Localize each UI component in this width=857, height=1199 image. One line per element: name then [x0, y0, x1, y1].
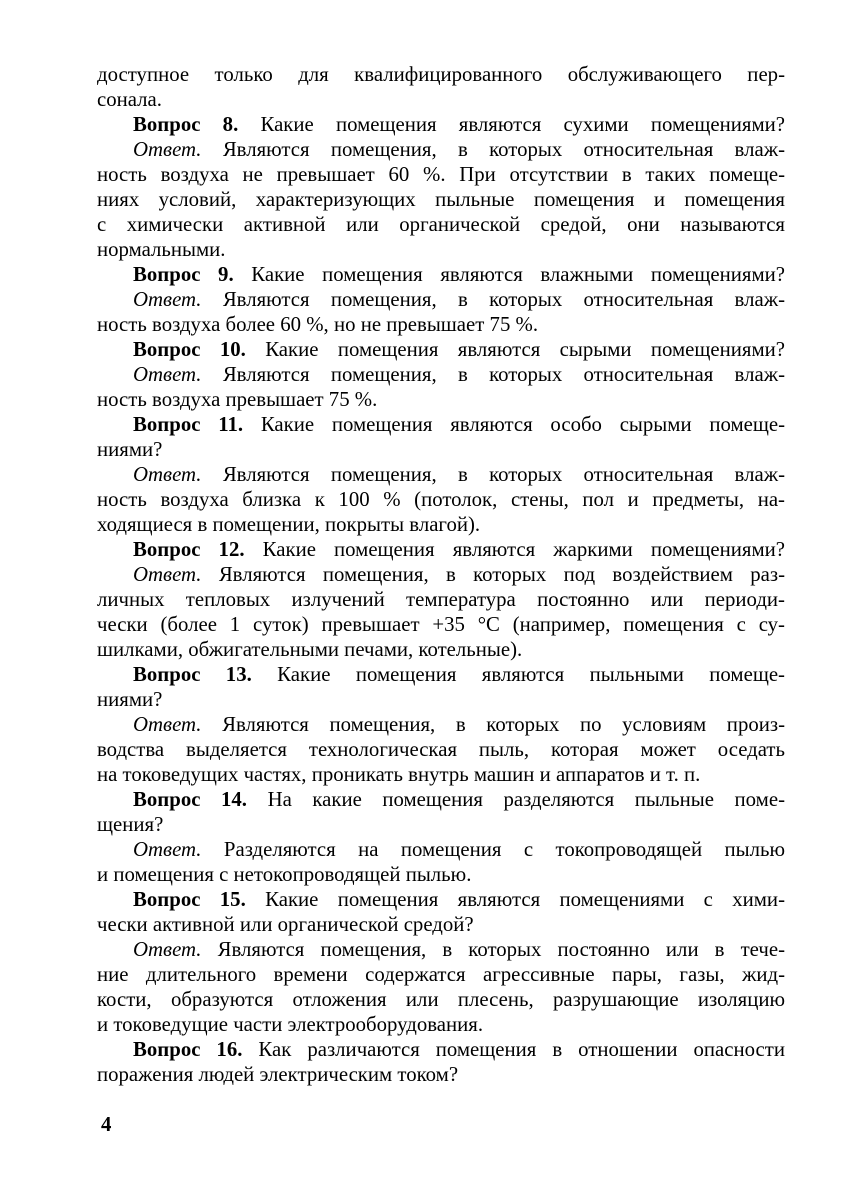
text-line: ниях условий, характеризующих пыльные помещения и помещения	[97, 188, 785, 211]
question-text: Какие помещения являются особо сырыми помеще-	[260, 413, 786, 436]
paragraph-answer	[97, 137, 785, 262]
text-line: доступное только для квалифицированного обслуживающего пер-	[97, 63, 785, 86]
text-line: шилками, обжигательными печами, котельные).	[97, 638, 523, 661]
paragraph-answer	[97, 837, 785, 887]
paragraph-question	[97, 412, 785, 462]
text-line: ность воздуха более 60 %, но не превышает 75 %.	[97, 313, 539, 336]
answer-line	[97, 937, 785, 962]
question-text: Какие помещения являются пыльными помеще-	[277, 663, 785, 686]
answer-label: Ответ.	[133, 838, 202, 861]
question-label: Вопрос 16.	[133, 1038, 243, 1061]
paragraph	[97, 62, 785, 112]
text-line: щения?	[97, 813, 164, 836]
text-line: чески активной или органической средой?	[97, 913, 474, 936]
paragraph-question	[97, 337, 785, 362]
question-label: Вопрос 13.	[133, 663, 252, 686]
text-line: ниями?	[97, 688, 163, 711]
question-line	[97, 662, 785, 687]
answer-label: Ответ.	[133, 363, 202, 386]
text-line: и токоведущие части электрооборудования.	[97, 1013, 484, 1036]
text-line: ность воздуха превышает 75 %.	[97, 388, 378, 411]
question-line	[97, 262, 785, 287]
question-label: Вопрос 9.	[133, 263, 234, 286]
page-number: 4	[101, 1113, 112, 1136]
text-line: поражения людей электрическим током?	[97, 1063, 459, 1086]
paragraph-question	[97, 662, 785, 712]
question-label: Вопрос 10.	[133, 338, 246, 361]
paragraph-answer	[97, 562, 785, 662]
question-text: Какие помещения являются сырыми помещениями?	[265, 338, 785, 361]
question-text: Какие помещения являются помещениями с хими-	[265, 888, 785, 911]
answer-label: Ответ.	[133, 288, 202, 311]
question-text: Как различаются помещения в отношении опасности	[258, 1038, 785, 1061]
question-line	[97, 337, 785, 362]
paragraph-answer	[97, 937, 785, 1037]
question-line	[97, 412, 785, 437]
question-line	[97, 537, 785, 562]
text-line: на токоведущих частях, проникать внутрь машин и аппаратов и т. п.	[97, 763, 701, 786]
text-line: с химически активной или органической средой, они называются	[97, 213, 785, 236]
question-line	[97, 1037, 785, 1062]
answer-text: Являются помещения, в которых относительная влаж-	[222, 363, 786, 386]
answer-line	[97, 837, 785, 862]
answer-line	[97, 462, 785, 487]
answer-text: Являются помещения, в которых постоянно или в тече-	[217, 938, 785, 961]
question-line	[97, 112, 785, 137]
answer-text: Являются помещения, в которых относительная влаж-	[222, 288, 786, 311]
text-line: нормальными.	[97, 238, 226, 261]
text-line: ность воздуха близка к 100 % (потолок, стены, пол и предметы, на-	[97, 488, 785, 511]
answer-text: Являются помещения, в которых по условиям произ-	[222, 713, 786, 736]
question-label: Вопрос 15.	[133, 888, 246, 911]
text-line: ность воздуха не превышает 60 %. При отсутствии в таких помеще-	[97, 163, 785, 186]
paragraph-question	[97, 262, 785, 287]
paragraph-answer	[97, 362, 785, 412]
question-text: Какие помещения являются сухими помещениями?	[260, 113, 785, 136]
paragraph-question	[97, 537, 785, 562]
text-line: ходящиеся в помещении, покрыты влагой).	[97, 513, 481, 536]
question-line	[97, 787, 785, 812]
question-text: Какие помещения являются жаркими помещениями?	[262, 538, 785, 561]
paragraph-question	[97, 112, 785, 137]
text-line: ниями?	[97, 438, 163, 461]
question-label: Вопрос 8.	[133, 113, 239, 136]
paragraph-answer	[97, 712, 785, 787]
answer-label: Ответ.	[133, 463, 202, 486]
text-line: кости, образуются отложения или плесень, разрушающие изоляцию	[97, 988, 785, 1011]
answer-line	[97, 712, 785, 737]
answer-label: Ответ.	[133, 938, 202, 961]
answer-line	[97, 137, 785, 162]
answer-text: Разделяются на помещения с токопроводящей пылью	[223, 838, 785, 861]
text-line: водства выделяется технологическая пыль, которая может оседать	[97, 738, 785, 761]
answer-label: Ответ.	[133, 138, 202, 161]
paragraph-answer	[97, 287, 785, 337]
paragraph-question	[97, 1037, 785, 1087]
text-line: личных тепловых излучений температура постоянно или периоди-	[97, 588, 785, 611]
answer-text: Являются помещения, в которых относительная влаж-	[222, 138, 786, 161]
question-line	[97, 887, 785, 912]
text-line: сонала.	[97, 88, 162, 111]
question-label: Вопрос 14.	[133, 788, 247, 811]
text-line: ние длительного времени содержатся агрессивные пары, газы, жид-	[97, 963, 785, 986]
text-line: и помещения с нетокопроводящей пылью.	[97, 863, 472, 886]
question-label: Вопрос 11.	[133, 413, 244, 436]
answer-line	[97, 287, 785, 312]
paragraph-answer	[97, 462, 785, 537]
text-line: чески (более 1 суток) превышает +35 °С (например, помещения с су-	[97, 613, 785, 636]
answer-text: Являются помещения, в которых относительная влаж-	[222, 463, 786, 486]
answer-label: Ответ.	[133, 563, 202, 586]
question-text: Какие помещения являются влажными помещениями?	[251, 263, 786, 286]
answer-line	[97, 362, 785, 387]
answer-label: Ответ.	[133, 713, 202, 736]
answer-line	[97, 562, 785, 587]
answer-text: Являются помещения, в которых под воздействием раз-	[218, 563, 785, 586]
question-text: На какие помещения разделяются пыльные поме-	[267, 788, 785, 811]
question-label: Вопрос 12.	[133, 538, 245, 561]
paragraph-question	[97, 787, 785, 837]
paragraph-question	[97, 887, 785, 937]
